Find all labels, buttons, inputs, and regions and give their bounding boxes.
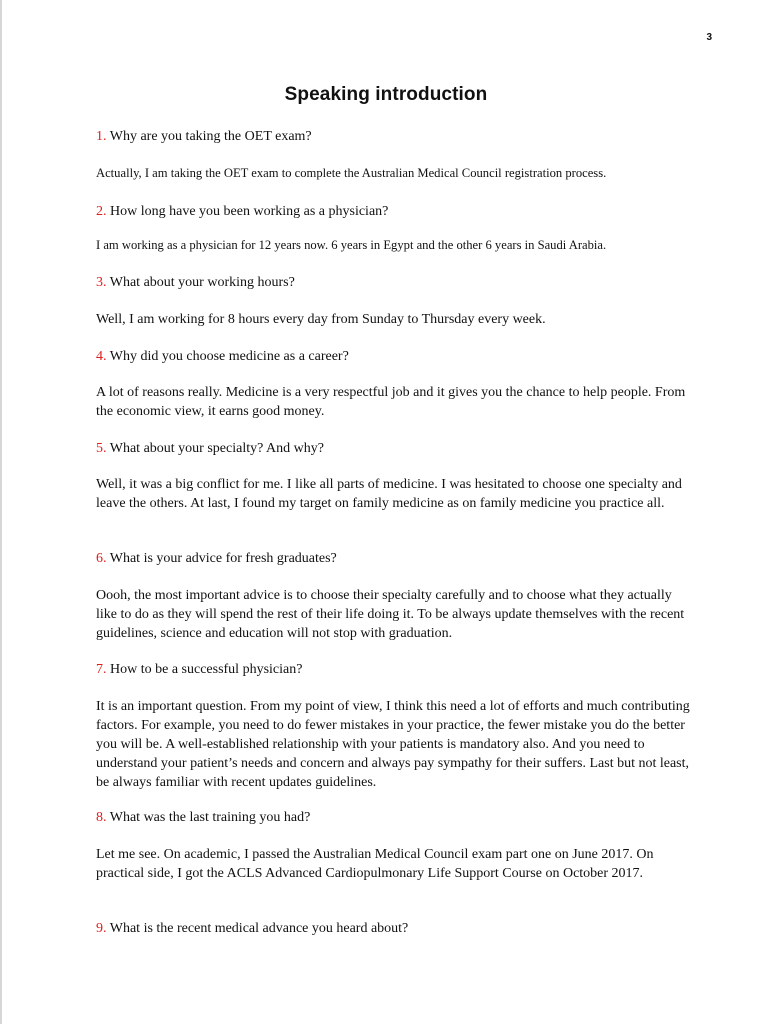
answer-6: Oooh, the most important advice is to choose their specialty carefully and to choose what they actually like to do as they will spend the rest of their life doing it. To be always update themselves with the recent guidelines, science and education will not stop with graduation.	[96, 588, 685, 641]
question-text: What was the last training you had?	[109, 810, 311, 825]
question-3	[96, 273, 696, 292]
question-9	[96, 919, 696, 938]
question-text: Why are you taking the OET exam?	[109, 129, 312, 144]
question-number: 7.	[96, 662, 107, 677]
question-4	[96, 347, 696, 366]
question-6	[96, 549, 696, 568]
answer-4: A lot of reasons really. Medicine is a very respectful job and it gives you the chance to help people. From the economic view, it earns good money.	[96, 385, 686, 419]
question-number: 8.	[96, 810, 107, 825]
question-text: Why did you choose medicine as a career?	[109, 349, 349, 364]
question-text: What about your working hours?	[109, 275, 295, 290]
question-number: 3.	[96, 275, 107, 290]
question-7	[96, 660, 696, 679]
question-text: How to be a successful physician?	[110, 662, 303, 677]
question-1	[96, 127, 696, 146]
question-number: 9.	[96, 921, 107, 936]
answer-3: Well, I am working for 8 hours every day from Sunday to Thursday every week.	[96, 312, 546, 327]
question-number: 5.	[96, 441, 107, 456]
question-number: 1.	[96, 129, 107, 144]
answer-2: I am working as a physician for 12 years now. 6 years in Egypt and the other 6 years in Saudi Arabia.	[96, 238, 607, 252]
question-text: How long have you been working as a physician?	[110, 204, 389, 219]
page-number: 3	[706, 32, 712, 43]
answer-8: Let me see. On academic, I passed the Australian Medical Council exam part one on June 2017. On practical side, I got the ACLS Advanced Cardiopulmonary Life Support Course on October 2017.	[96, 847, 654, 881]
question-number: 6.	[96, 551, 107, 566]
answer-1: Actually, I am taking the OET exam to complete the Australian Medical Council registration process.	[96, 166, 607, 180]
question-5	[96, 439, 696, 458]
question-number: 4.	[96, 349, 107, 364]
question-text: What about your specialty? And why?	[109, 441, 324, 456]
page-title: Speaking introduction	[284, 84, 488, 105]
question-text: What is your advice for fresh graduates?	[109, 551, 337, 566]
answer-7: It is an important question. From my point of view, I think this need a lot of efforts and much contributing factors. For example, you need to do fewer mistakes in your practice, the fewer mistake you do the better you will be. A well-established relationship with your patients is mandatory also. And you need to understand your patient’s needs and concern and always pay sympathy for their suffers. Last but not least, be always familiar with recent updates guidelines.	[96, 699, 690, 790]
question-number: 2.	[96, 204, 107, 219]
question-2	[96, 202, 696, 221]
answer-5: Well, it was a big conflict for me. I like all parts of medicine. I was hesitated to choose one specialty and leave the others. At last, I found my target on family medicine as on family medicine you practice all.	[96, 477, 682, 511]
question-8	[96, 808, 696, 827]
question-text: What is the recent medical advance you heard about?	[109, 921, 409, 936]
